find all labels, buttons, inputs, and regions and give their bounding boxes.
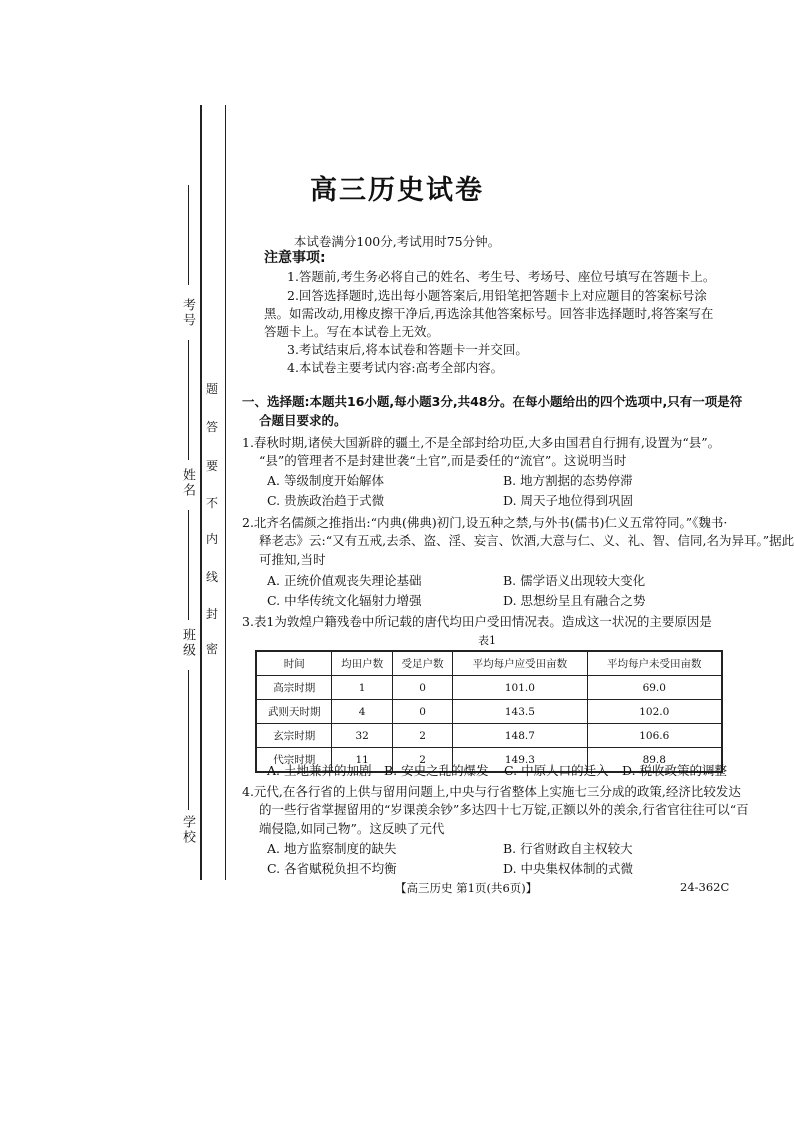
table-row — [256, 676, 722, 700]
school-underline — [188, 670, 189, 810]
q3-option-b: B. 安史之乱的爆发 — [384, 763, 489, 778]
table-caption: 表1 — [478, 634, 496, 647]
notice-line: 答题卡上。写在本试卷上无效。 — [264, 324, 440, 339]
notice-line: 2.回答选择题时,选出每小题答案后,用铅笔把答题卡上对应题目的答案标号涂 — [287, 288, 707, 303]
table-cell: 149.3 — [453, 748, 587, 773]
table-cell: 89.8 — [587, 748, 722, 773]
notice-line: 1.答题前,考生务必将自己的姓名、考生号、考场号、座位号填写在答题卡上。 — [287, 269, 716, 284]
table-header-row — [256, 651, 722, 676]
page-footer: 【高三历史 第1页(共6页)】 — [395, 881, 538, 895]
table-cell: 32 — [332, 724, 392, 748]
table-cell: 0 — [392, 700, 452, 724]
exam-no-label: 考号 — [180, 298, 195, 328]
binding-line-inner — [225, 105, 226, 880]
q1-option-d: D. 周天子地位得到巩固 — [503, 493, 634, 508]
q4-option-c: C. 各省赋税负担不均衡 — [267, 861, 397, 876]
table-cell: 4 — [332, 700, 392, 724]
q1-stem: 1.春秋时期,诸侯大国新辟的疆土,不是全部封给功臣,大多由国君自行拥有,设置为“县”。 — [242, 435, 721, 450]
table-cell: 2 — [392, 748, 452, 773]
q4-option-d: D. 中央集权体制的式微 — [503, 861, 634, 876]
page-title: 高三历史试卷 — [310, 175, 484, 206]
notice-heading: 注意事项: — [264, 250, 326, 266]
table-row — [256, 700, 722, 724]
q1-stem: “县”的管理者不是封建世袭“土官”,而是委任的“流官”。这说明当时 — [259, 453, 627, 468]
seal-char: 答 — [206, 420, 219, 434]
seal-char: 题 — [206, 382, 219, 396]
table-cell: 1 — [332, 676, 392, 700]
table-cell: 代宗时期 — [256, 748, 332, 773]
q4-option-b: B. 行省财政自主权较大 — [503, 841, 633, 856]
q4-stem: 端侵隐,如同己物”。这反映了元代 — [259, 821, 445, 836]
table-cell: 143.5 — [453, 700, 587, 724]
table-header-cell: 受足户数 — [392, 651, 452, 676]
table-cell: 2 — [392, 724, 452, 748]
table-cell: 101.0 — [453, 676, 587, 700]
q2-stem: 可推知,当时 — [259, 552, 326, 567]
q2-option-c: C. 中华传统文化辐射力增强 — [267, 593, 422, 608]
q2-stem: 2.北齐名儒颜之推指出:“内典(佛典)初门,设五种之禁,与外书(儒书)仁义五常符同。”《魏书· — [242, 515, 728, 530]
seal-char: 内 — [206, 532, 219, 546]
section-heading-cont: 合题目要求的。 — [259, 413, 347, 428]
q3-option-c: C. 中原人口的迁入 — [504, 763, 609, 778]
table-cell: 106.6 — [587, 724, 722, 748]
table-cell: 武则天时期 — [256, 700, 332, 724]
q2-stem: 释老志》云:“又有五戒,去杀、盗、淫、妄言、饮酒,大意与仁、义、礼、智、信同,名为异耳。”据此 — [259, 533, 794, 548]
seal-char: 线 — [206, 570, 219, 584]
binding-line — [200, 105, 202, 880]
q2-option-b: B. 儒学语义出现较大变化 — [503, 573, 646, 588]
q2-option-d: D. 思想纷呈且有融合之势 — [503, 593, 646, 608]
q1-option-c: C. 贵族政治趋于式微 — [267, 493, 385, 508]
name-label: 姓名 — [180, 468, 195, 498]
q2-option-a: A. 正统价值观丧失理论基础 — [267, 573, 422, 588]
table-cell: 148.7 — [453, 724, 587, 748]
exam-info: 本试卷满分100分,考试用时75分钟。 — [293, 234, 501, 249]
table-header-cell: 均田户数 — [332, 651, 392, 676]
seal-char: 要 — [206, 459, 219, 473]
q1-option-a: A. 等级制度开始解体 — [267, 473, 384, 488]
table-header-cell: 平均每户未受田亩数 — [587, 651, 722, 676]
seal-char: 封 — [206, 607, 219, 621]
notice-line: 黑。如需改动,用橡皮擦干净后,再选涂其他答案标号。回答非选择题时,将答案写在 — [264, 306, 714, 321]
table-header-cell: 时间 — [256, 651, 332, 676]
table-cell: 102.0 — [587, 700, 722, 724]
seal-char: 不 — [206, 496, 219, 510]
notice-line: 4.本试卷主要考试内容:高考全部内容。 — [287, 360, 504, 375]
class-underline — [188, 510, 189, 620]
table-cell: 69.0 — [587, 676, 722, 700]
land-table — [255, 650, 723, 773]
section-heading: 一、选择题:本题共16小题,每小题3分,共48分。在每小题给出的四个选项中,只有一项是符 — [242, 394, 743, 409]
class-label: 班级 — [180, 628, 195, 658]
table-row — [256, 724, 722, 748]
q4-option-a: A. 地方监察制度的缺失 — [267, 841, 397, 856]
name-underline — [188, 340, 189, 460]
table-cell: 11 — [332, 748, 392, 773]
school-label: 学校 — [180, 815, 195, 845]
table-header-cell: 平均每户应受田亩数 — [453, 651, 587, 676]
paper-code: 24-362C — [680, 880, 730, 894]
table-cell: 高宗时期 — [256, 676, 332, 700]
q1-option-b: B. 地方割据的态势停滞 — [503, 473, 633, 488]
table-cell: 0 — [392, 676, 452, 700]
q4-stem: 4.元代,在各行省的上供与留用问题上,中央与行省整体上实施七三分成的政策,经济比较发达 — [242, 784, 741, 799]
q4-stem: 的一些行省掌握留用的“岁课羡余钞”多达四十七万锭,正额以外的羡余,行省官往往可以“百 — [259, 802, 749, 817]
table-cell: 玄宗时期 — [256, 724, 332, 748]
seal-char: 密 — [206, 642, 219, 656]
q3-stem: 3.表1为敦煌户籍残卷中所记载的唐代均田户受田情况表。造成这一状况的主要原因是 — [242, 614, 712, 629]
q3-option-a: A. 土地兼并的加剧 — [267, 763, 372, 778]
q3-option-d: D. 税收政策的调整 — [622, 763, 728, 778]
notice-line: 3.考试结束后,将本试卷和答题卡一并交回。 — [287, 342, 528, 357]
